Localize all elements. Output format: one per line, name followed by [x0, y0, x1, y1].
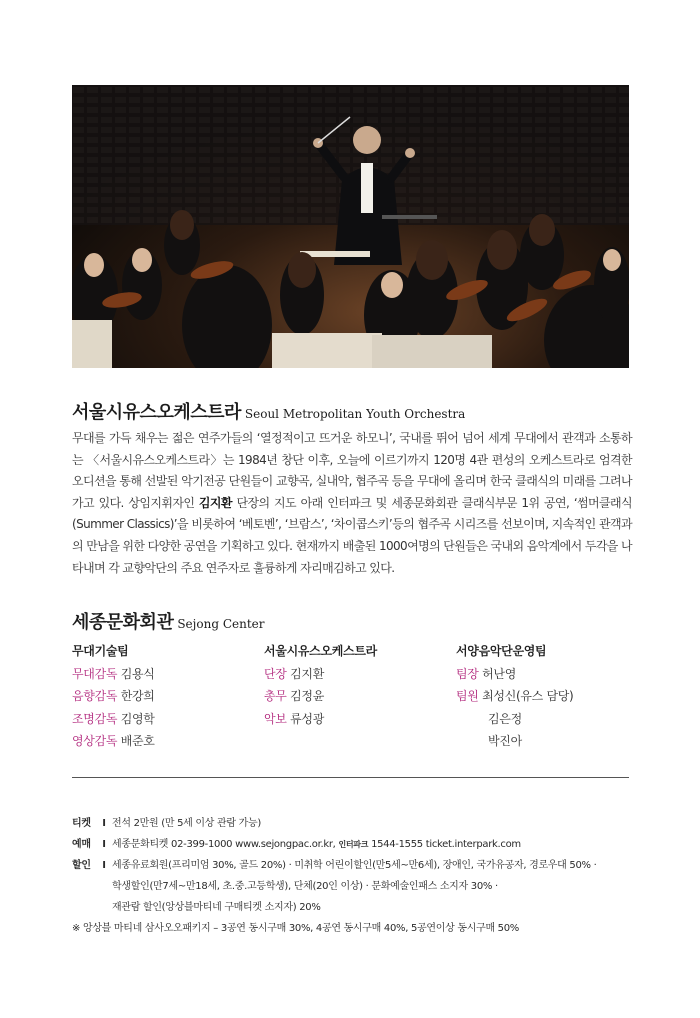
column-heading: 무대기술팀: [72, 644, 129, 658]
separator: I: [102, 818, 106, 829]
staff-row: [456, 730, 573, 753]
staff-role: 조명감독: [72, 711, 118, 726]
staff-row: [456, 708, 573, 731]
staff-column-stage: [72, 640, 155, 753]
staff-name: 박진아: [488, 734, 522, 748]
orchestra-heading: [72, 398, 465, 424]
booking-text: 세종문화티켓 02-399-1000 www.sejongpac.or.kr,: [112, 839, 336, 850]
column-heading: 서양음악단운영팀: [456, 644, 547, 658]
orchestra-title-en: Seoul Metropolitan Youth Orchestra: [244, 407, 466, 421]
booking-label: 예매: [72, 839, 91, 850]
description-part-1: 무대를 가득 채우는 젊은 연주가들의 ‘열정적이고 뜨거운 하모니’, 국내를 뛰어 넘어 세계 무대에서 관객과 소통하는 〈서울시유스오케스트라〉는 1984년 창단 이후, 오늘에 이르기까지 120명 4관 편성의 오케스트라로 엄격한 오디션을 통해 선발된 악기전공 단원들이 교향곡, 실내악, 협주곡 등을 무대에 올리며 한국 클래식의 미래를 그려나가고 있다. 상임지휘자인: [72, 431, 632, 510]
staff-name: 김은정: [488, 711, 522, 726]
staff-name: 허난영: [482, 666, 516, 681]
discount-line-2: 학생할인(만7세~만18세, 초.중.고등학생), 단체(20인 이상) · 문화예술인패스 소지자 30% ·: [112, 881, 498, 892]
staff-row: [72, 708, 155, 731]
staff-row: [264, 708, 377, 731]
staff-name: 최성신(유스 담당): [482, 689, 574, 703]
staff-row: [264, 685, 377, 708]
staff-row: [456, 663, 573, 686]
column-heading: 서울시유스오케스트라: [264, 644, 377, 658]
staff-row: [72, 730, 155, 753]
staff-name: 배준호: [120, 734, 155, 748]
divider: [72, 777, 629, 778]
orchestra-photo: [72, 85, 629, 368]
booking-row: [72, 834, 672, 855]
staff-role: 음향감독: [72, 689, 118, 703]
staff-row: [456, 685, 573, 708]
center-title-en: Sejong Center: [177, 617, 265, 631]
staff-name: 김지환: [290, 666, 324, 681]
discount-line-1: 세종유료회원(프리미엄 30%, 골드 20%) · 미취학 어린이할인(만5세~만6세), 장애인, 국가유공자, 경로우대 50% ·: [112, 860, 597, 871]
orchestra-description: [72, 428, 632, 579]
staff-role: 악보: [264, 711, 287, 726]
staff-role: 무대감독: [72, 666, 118, 681]
staff-name: 김영학: [120, 711, 155, 726]
discount-row: [72, 855, 672, 876]
staff-name: 한강희: [120, 689, 155, 703]
staff-name: 류성광: [290, 711, 324, 726]
staff-column-orchestra: [264, 640, 377, 730]
staff-name: 김정윤: [290, 689, 324, 703]
interpark-text: 1544-1555 ticket.interpark.com: [371, 839, 521, 850]
conductor-name: 김지환: [198, 495, 232, 510]
separator: I: [102, 860, 106, 871]
staff-role: 팀원: [456, 689, 479, 703]
description-part-2: 단장의 지도 아래 인터파크 및 세종문화회관 클래식부문 1위 공연, ‘썸머클래식(Summer Classics)’을 비롯하여 ‘베토벤’, ‘브람스’, ‘차이콥스키’등의 협주곡 시리즈를 선보이며, 지속적인 관객과의 만남을 위한 다양한 공연을 기획하고 있다. 현재까지 배출된 1000여명의 단원들은 국내외 음악계에서 두각을 나타내며 각 교향악단의 주요 연주자로 훌륭하게 자리매김하고 있다.: [72, 495, 633, 575]
discount-label: 할인: [72, 860, 91, 871]
interpark-logo: 인터파크: [338, 840, 369, 849]
ticket-text: 전석 2만원 (만 5세 이상 관람 가능): [112, 818, 261, 829]
staff-row: [72, 663, 155, 686]
staff-role: 단장: [264, 666, 287, 681]
staff-role: 총무: [264, 689, 287, 703]
separator: I: [102, 839, 106, 850]
orchestra-title-ko: 서울시유스오케스트라: [72, 402, 241, 423]
discount-line-3: 재관람 할인(앙상블마티네 구매티켓 소지자) 20%: [112, 902, 321, 913]
staff-row: [264, 663, 377, 686]
ticket-label: 티켓: [72, 818, 91, 829]
ticket-info: [72, 813, 672, 939]
staff-role: 팀장: [456, 666, 479, 681]
staff-row: [72, 685, 155, 708]
staff-name: 김용식: [120, 666, 155, 681]
center-heading: [72, 608, 265, 634]
package-note: ※ 앙상블 마티네 삼사오오패키지 – 3공연 동시구매 30%, 4공연 동시구매 40%, 5공연이상 동시구매 50%: [72, 923, 520, 934]
center-title-ko: 세종문화회관: [72, 612, 174, 633]
ticket-row: [72, 813, 672, 834]
staff-role: 영상감독: [72, 734, 118, 748]
staff-column-music-team: [456, 640, 573, 753]
